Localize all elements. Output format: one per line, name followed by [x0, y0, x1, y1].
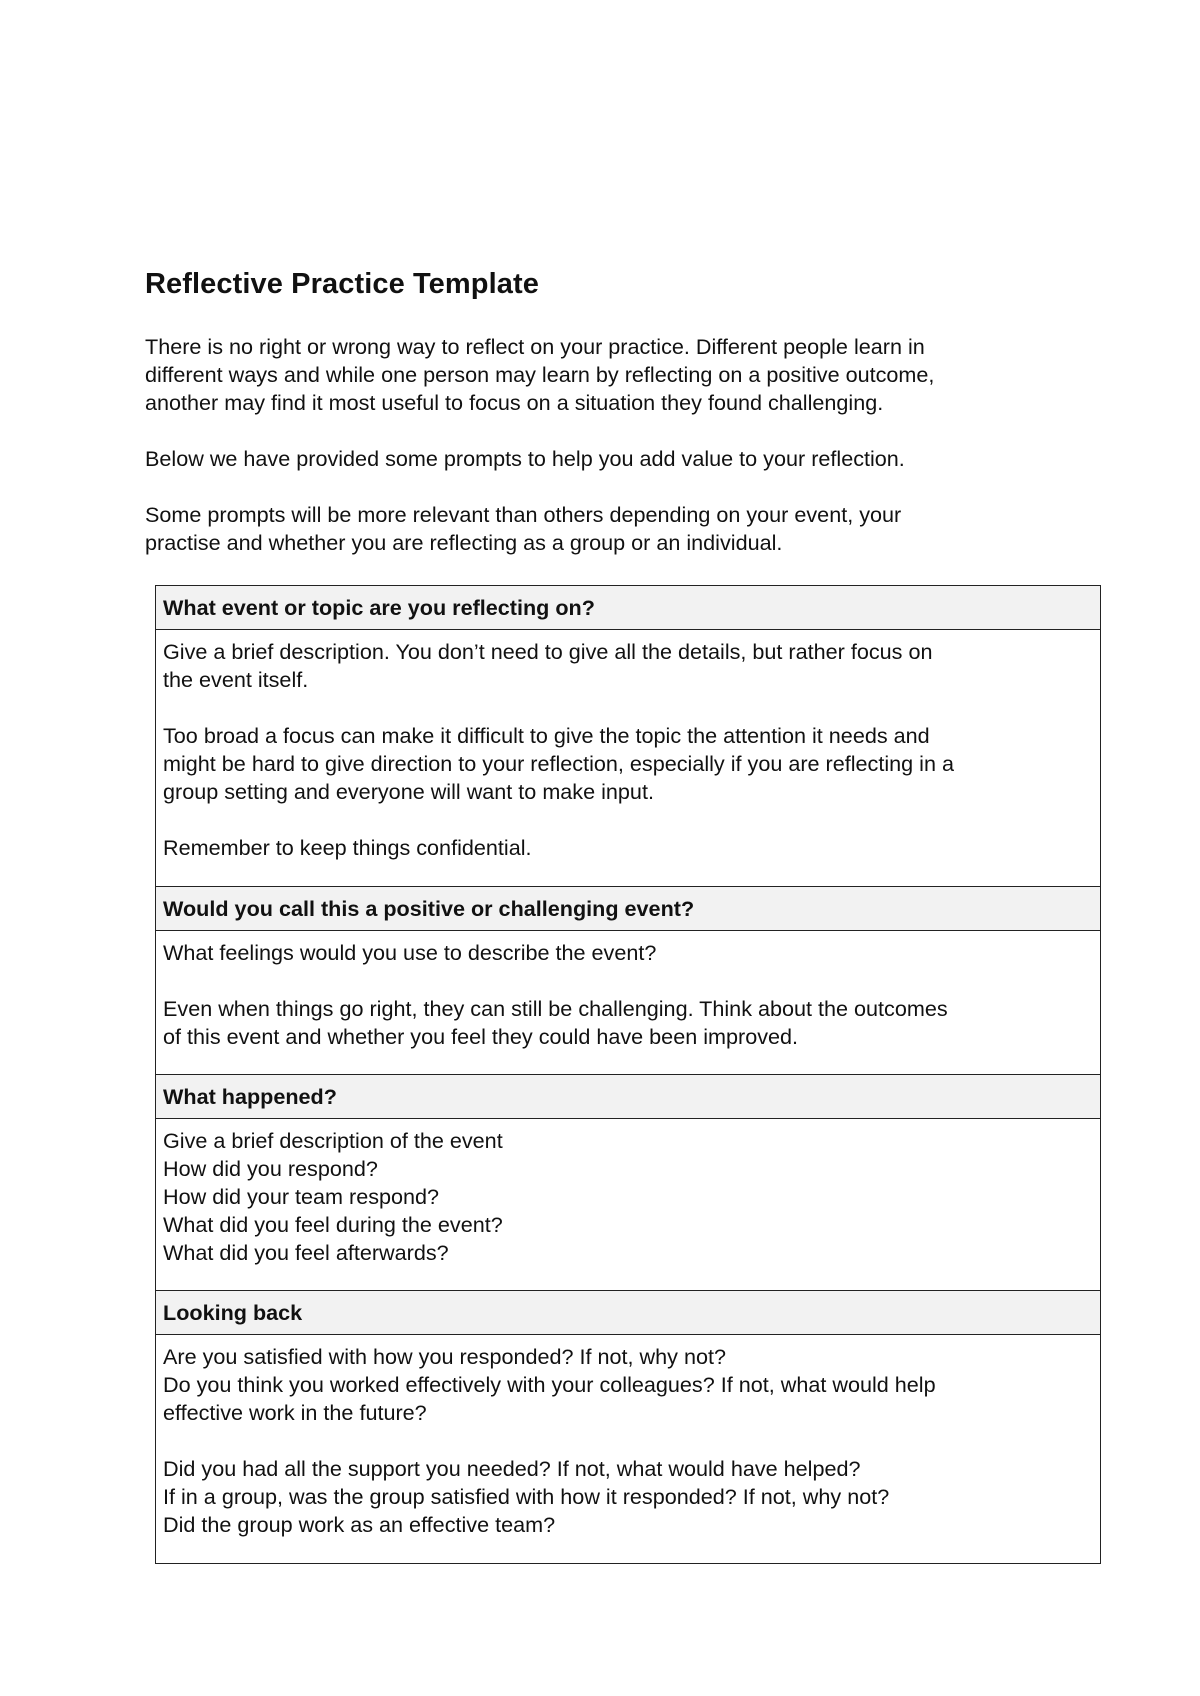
section-paragraph	[163, 1127, 1093, 1267]
intro-paragraph	[145, 445, 1065, 473]
intro-line: another may find it most useful to focus on a situation they found challenging.	[145, 390, 884, 415]
section-paragraph	[163, 1455, 1093, 1539]
section-line: Too broad a focus can make it difficult to give the topic the attention it needs and	[163, 723, 930, 748]
section-body-looking-back	[156, 1335, 1100, 1563]
intro-paragraph	[145, 333, 1065, 417]
section-line: What did you feel during the event?	[163, 1212, 503, 1237]
section-line: effective work in the future?	[163, 1400, 427, 1425]
section-heading-positive-or-challenging: Would you call this a positive or challenging event?	[156, 887, 1100, 931]
intro-line: different ways and while one person may learn by reflecting on a positive outcome,	[145, 362, 935, 387]
intro-paragraph	[145, 501, 1065, 557]
intro-line: Below we have provided some prompts to help you add value to your reflection.	[145, 446, 905, 471]
intro-line: practise and whether you are reflecting as a group or an individual.	[145, 530, 783, 555]
section-line: Do you think you worked effectively with your colleagues? If not, what would help	[163, 1372, 936, 1397]
section-line: If in a group, was the group satisfied with how it responded? If not, why not?	[163, 1484, 890, 1509]
prompt-table	[155, 585, 1101, 1564]
section-line: Did you had all the support you needed? If not, what would have helped?	[163, 1456, 861, 1481]
document-title: Reflective Practice Template	[145, 268, 539, 300]
section-heading-event-topic: What event or topic are you reflecting on?	[156, 586, 1100, 630]
section-paragraph	[163, 722, 1093, 806]
section-paragraph	[163, 995, 1093, 1051]
section-heading-what-happened: What happened?	[156, 1075, 1100, 1119]
section-line: of this event and whether you feel they could have been improved.	[163, 1024, 799, 1049]
section-line: What feelings would you use to describe the event?	[163, 940, 657, 965]
section-line: How did your team respond?	[163, 1184, 440, 1209]
section-paragraph	[163, 638, 1093, 694]
section-body-positive-or-challenging	[156, 931, 1100, 1075]
section-line: the event itself.	[163, 667, 309, 692]
section-line: Are you satisfied with how you responded? If not, why not?	[163, 1344, 726, 1369]
section-line: Even when things go right, they can still be challenging. Think about the outcomes	[163, 996, 948, 1021]
section-line: Did the group work as an effective team?	[163, 1512, 556, 1537]
intro-text	[145, 333, 1065, 585]
section-body-what-happened	[156, 1119, 1100, 1291]
section-line: What did you feel afterwards?	[163, 1240, 449, 1265]
section-body-event-topic	[156, 630, 1100, 887]
intro-line: Some prompts will be more relevant than others depending on your event, your	[145, 502, 902, 527]
section-line: Give a brief description of the event	[163, 1128, 503, 1153]
section-line: might be hard to give direction to your reflection, especially if you are reflecting in a	[163, 751, 954, 776]
section-paragraph	[163, 834, 1093, 862]
section-line: Remember to keep things confidential.	[163, 835, 532, 860]
section-heading-looking-back: Looking back	[156, 1291, 1100, 1335]
section-paragraph	[163, 1343, 1093, 1427]
intro-line: There is no right or wrong way to reflect on your practice. Different people learn in	[145, 334, 925, 359]
section-line: Give a brief description. You don’t need to give all the details, but rather focus on	[163, 639, 933, 664]
section-paragraph	[163, 939, 1093, 967]
section-line: group setting and everyone will want to make input.	[163, 779, 654, 804]
section-line: How did you respond?	[163, 1156, 378, 1181]
